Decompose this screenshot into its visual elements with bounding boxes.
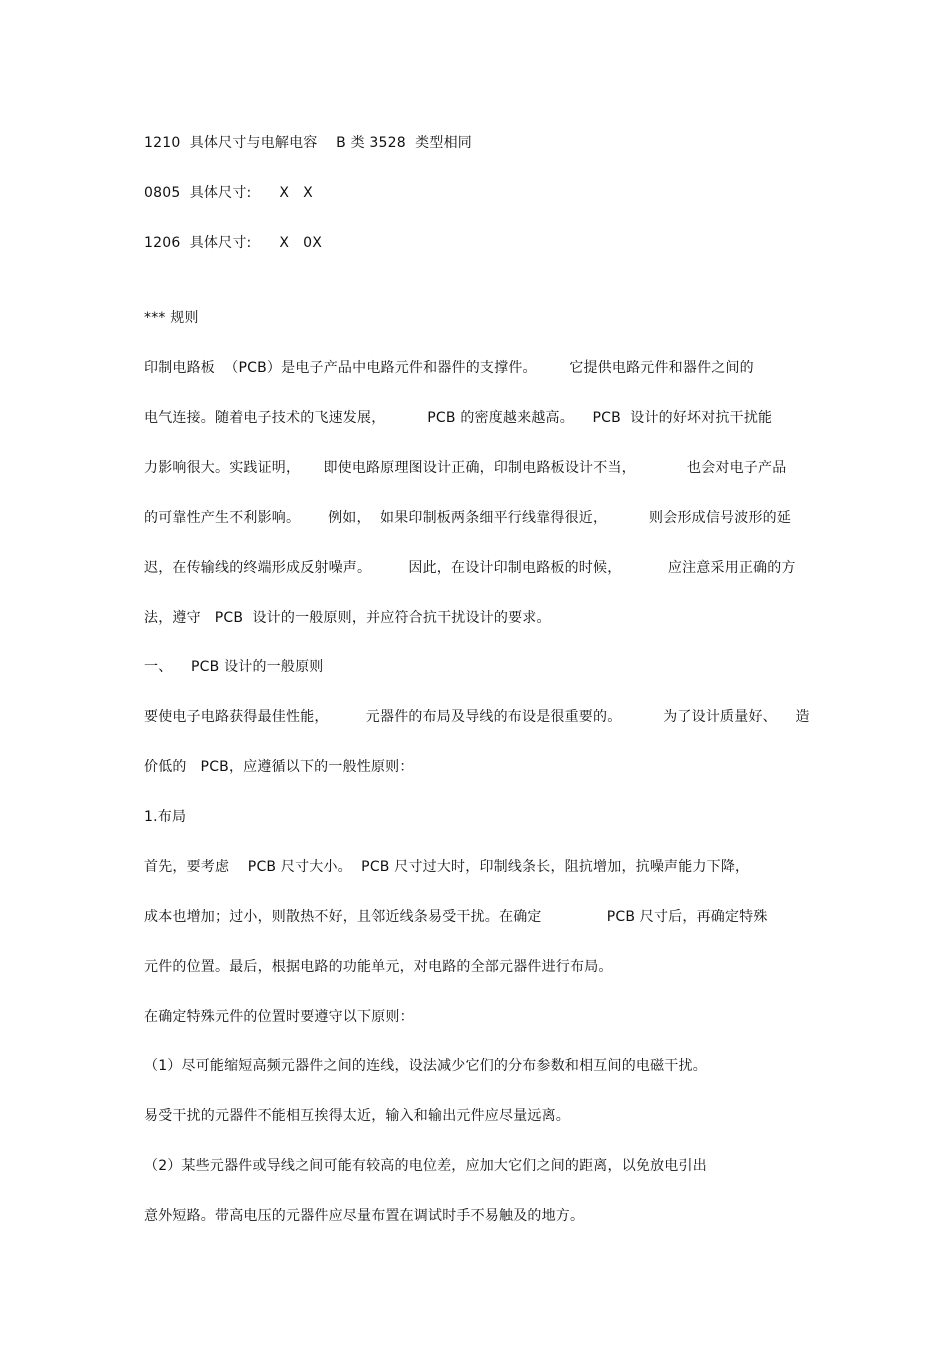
- paragraph-line: 要使电子电路获得最佳性能， 元器件的布局及导线的布设是很重要的。 为了设计质量好、 造: [144, 709, 810, 725]
- paragraph-line: 价低的 PCB，应遵循以下的一般性原则：: [144, 759, 414, 775]
- paragraph-line: 易受干扰的元器件不能相互挨得太近，输入和输出元件应尽量远离。: [144, 1108, 570, 1124]
- paragraph-line: 印制电路板 （PCB）是电子产品中电路元件和器件的支撑件。 它提供电路元件和器件之间的: [144, 360, 754, 376]
- paragraph-line: 在确定特殊元件的位置时要遵守以下原则：: [144, 1009, 414, 1025]
- paragraph-line: 首先，要考虑 PCB 尺寸大小。 PCB 尺寸过大时，印制线条长，阻抗增加，抗噪声能力下降，: [144, 859, 750, 875]
- paragraph-line: 电气连接。随着电子技术的飞速发展， PCB 的密度越来越高。 PCB 设计的好坏对抗干扰能: [144, 410, 773, 426]
- subheading-layout: 1.布局: [144, 809, 187, 825]
- text-line-1206-size: 1206 具体尺寸: X 0X: [144, 235, 322, 251]
- list-item-1: （1）尽可能缩短高频元器件之间的连线，设法减少它们的分布参数和相互间的电磁干扰。: [144, 1058, 707, 1074]
- paragraph-line: 元件的位置。最后，根据电路的功能单元，对电路的全部元器件进行布局。: [144, 959, 613, 975]
- text-line-1210-size: 1210 具体尺寸与电解电容 B 类 3528 类型相同: [144, 135, 472, 151]
- paragraph-line: 成本也增加；过小，则散热不好，且邻近线条易受干扰。在确定 PCB 尺寸后，再确定特殊: [144, 909, 768, 925]
- text-line-0805-size: 0805 具体尺寸: X X: [144, 185, 313, 201]
- section-heading-pcb-principles: 一、 PCB 设计的一般原则: [144, 659, 324, 675]
- list-item-2: （2）某些元器件或导线之间可能有较高的电位差，应加大它们之间的距离，以免放电引出: [144, 1158, 707, 1174]
- paragraph-line: 意外短路。带高电压的元器件应尽量布置在调试时手不易触及的地方。: [144, 1208, 585, 1224]
- paragraph-line: 法，遵守 PCB 设计的一般原则，并应符合抗干扰设计的要求。: [144, 610, 551, 626]
- paragraph-line: 力影响很大。实践证明， 即使电路原理图设计正确，印制电路板设计不当， 也会对电子产品: [144, 460, 787, 476]
- paragraph-line: 的可靠性产生不利影响。 例如， 如果印制板两条细平行线靠得很近， 则会形成信号波形的延: [144, 510, 792, 526]
- section-heading-rules: *** 规则: [144, 310, 199, 326]
- paragraph-line: 迟，在传输线的终端形成反射噪声。 因此，在设计印制电路板的时候， 应注意采用正确的方: [144, 560, 796, 576]
